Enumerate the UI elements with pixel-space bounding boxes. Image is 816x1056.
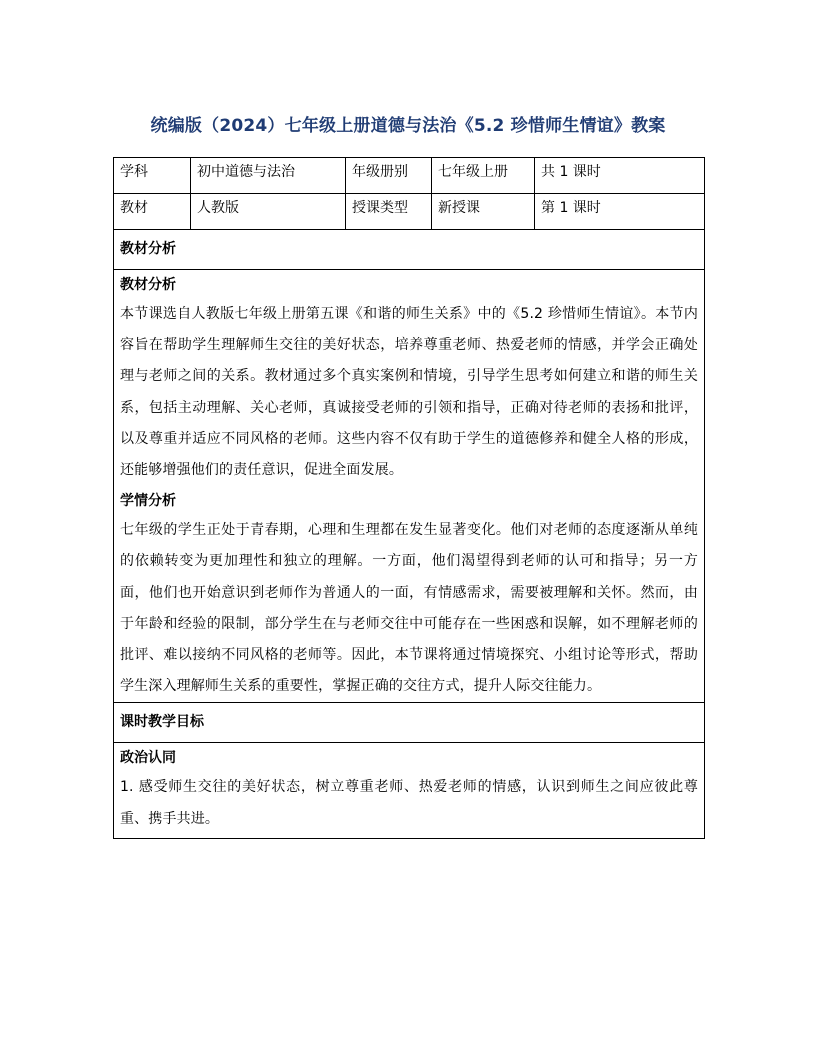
section-title-textbook-analysis: 教材分析	[114, 230, 705, 270]
objectives-content-cell	[114, 743, 705, 839]
document-title: 统编版（2024）七年级上册道德与法治《5.2 珍惜师生情谊》教案	[150, 116, 666, 136]
content-row-objectives	[114, 743, 705, 839]
grade-label: 年级册别	[346, 158, 432, 194]
textbook-analysis-paragraph: 本节课选自人教版七年级上册第五课《和谐的师生关系》中的《5.2 珍惜师生情谊》。本节内容旨在帮助学生理解师生交往的美好状态，培养尊重老师、热爱老师的情感，并学会正确处理与老师之间的关系。教材通过多个真实案例和情境，引导学生思考如何建立和谐的师生关系，包括主动理解、关心老师，真诚接受老师的引领和指导，正确对待老师的表扬和批评，以及尊重并适应不同风格的老师。这些内容不仅有助于学生的道德修养和健全人格的形成，还能够增强他们的责任意识，促进全面发展。	[120, 306, 698, 479]
grade-value: 七年级上册	[432, 158, 535, 194]
subheading-textbook-analysis: 教材分析	[120, 277, 176, 293]
content-row-analysis	[114, 270, 705, 703]
subject-value: 初中道德与法治	[191, 158, 346, 194]
period-value: 第 1 课时	[535, 194, 705, 230]
lesson-type-label: 授课类型	[346, 194, 432, 230]
student-analysis-paragraph: 七年级的学生正处于青春期，心理和生理都在发生显著变化。他们对老师的态度逐渐从单纯的依赖转变为更加理性和独立的理解。一方面，他们渴望得到老师的认可和指导；另一方面，他们也开始意识到老师作为普通人的一面，有情感需求，需要被理解和关怀。然而，由于年龄和经验的限制，部分学生在与老师交往中可能存在一些困惑和误解，如不理解老师的批评、难以接纳不同风格的老师等。因此，本节课将通过情境探究、小组讨论等形式，帮助学生深入理解师生关系的重要性，掌握正确的交往方式，提升人际交往能力。	[120, 522, 698, 695]
total-hours-value: 共 1 课时	[535, 158, 705, 194]
section-row-objectives	[114, 703, 705, 743]
analysis-content-cell	[114, 270, 705, 703]
textbook-value: 人教版	[191, 194, 346, 230]
info-row-subject	[114, 158, 705, 194]
lesson-type-value: 新授课	[432, 194, 535, 230]
subheading-political-identity: 政治认同	[120, 750, 176, 767]
section-row-textbook-analysis	[114, 230, 705, 270]
lesson-plan-table	[113, 157, 705, 839]
subheading-student-analysis: 学情分析	[120, 493, 176, 510]
section-title-objectives: 课时教学目标	[114, 703, 705, 743]
info-row-textbook	[114, 194, 705, 230]
objective-item-1: 1. 感受师生交往的美好状态，树立尊重老师、热爱老师的情感，认识到师生之间应彼此尊重、携手共进。	[120, 779, 698, 827]
subject-label: 学科	[114, 158, 191, 194]
textbook-label: 教材	[114, 194, 191, 230]
